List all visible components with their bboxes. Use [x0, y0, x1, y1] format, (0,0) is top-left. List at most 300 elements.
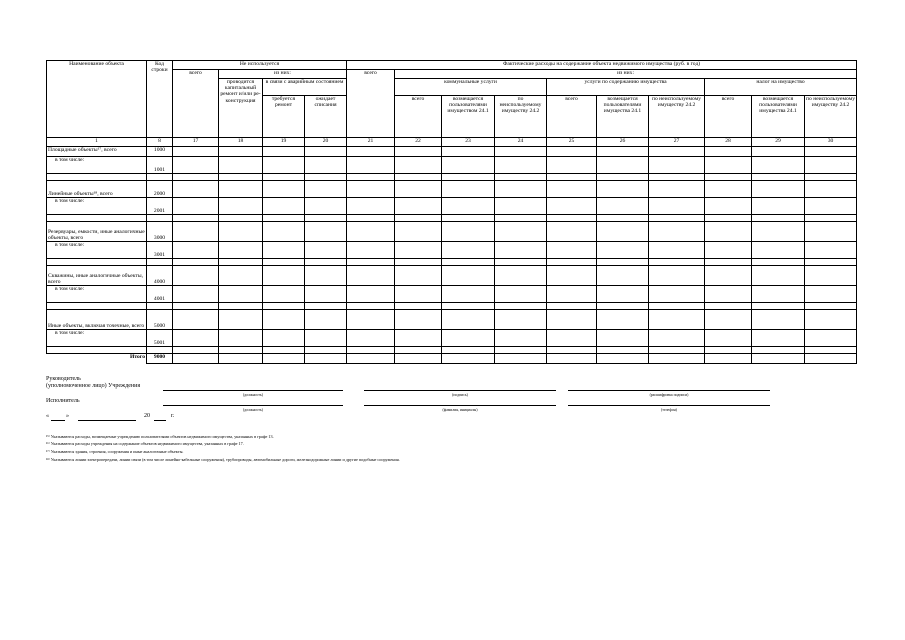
value-cell[interactable]: [495, 259, 547, 266]
value-cell[interactable]: [173, 147, 219, 157]
value-cell[interactable]: [597, 286, 649, 303]
value-cell[interactable]: [495, 347, 547, 354]
head-label-2: (уполномоченное лицо) Учреждения: [46, 383, 141, 389]
executor-position-line[interactable]: [163, 405, 343, 406]
value-cell[interactable]: [495, 242, 547, 259]
value-cell[interactable]: [347, 181, 395, 198]
value-cell[interactable]: [219, 157, 263, 174]
col-capital-repair: проводится капитальный ремонт и/или ре-конструкция: [219, 79, 263, 138]
value-cell[interactable]: [649, 215, 705, 222]
col-expenses-of-which: из них:: [395, 70, 857, 79]
row-code: [147, 174, 173, 181]
value-cell[interactable]: [442, 198, 495, 215]
value-cell[interactable]: [649, 266, 705, 286]
value-cell[interactable]: [495, 215, 547, 222]
value-cell[interactable]: [347, 266, 395, 286]
value-cell[interactable]: [173, 157, 219, 174]
value-cell[interactable]: [347, 303, 395, 310]
value-cell[interactable]: [442, 286, 495, 303]
value-cell[interactable]: [347, 354, 395, 364]
value-cell[interactable]: [263, 181, 305, 198]
value-cell[interactable]: [547, 354, 597, 364]
value-cell[interactable]: [752, 354, 805, 364]
table-row: [47, 303, 857, 310]
value-cell[interactable]: [805, 303, 857, 310]
executor-fio-line[interactable]: [364, 405, 556, 406]
col-number: 18: [219, 138, 263, 147]
value-cell[interactable]: [752, 286, 805, 303]
col-object-name: Наименование объекта: [47, 61, 147, 138]
value-cell[interactable]: [705, 310, 752, 330]
col-code: Код строки: [147, 61, 173, 138]
value-cell[interactable]: [263, 174, 305, 181]
value-cell[interactable]: [805, 181, 857, 198]
col-number: 25: [547, 138, 597, 147]
col-number: 21: [347, 138, 395, 147]
value-cell[interactable]: [597, 147, 649, 157]
row-label: [47, 303, 147, 310]
value-cell[interactable]: [805, 330, 857, 347]
value-cell[interactable]: [395, 198, 442, 215]
value-cell[interactable]: [395, 303, 442, 310]
value-cell[interactable]: [173, 286, 219, 303]
value-cell[interactable]: [805, 347, 857, 354]
value-cell[interactable]: [547, 198, 597, 215]
value-cell[interactable]: [442, 347, 495, 354]
row-label: в том числе:: [47, 330, 147, 347]
value-cell[interactable]: [305, 286, 347, 303]
date-year-line[interactable]: [154, 420, 166, 421]
value-cell[interactable]: [442, 330, 495, 347]
value-cell[interactable]: [597, 354, 649, 364]
value-cell[interactable]: [395, 286, 442, 303]
value-cell[interactable]: [219, 286, 263, 303]
row-code: [147, 303, 173, 310]
value-cell[interactable]: [547, 157, 597, 174]
value-cell[interactable]: [597, 181, 649, 198]
value-cell[interactable]: [305, 310, 347, 330]
row-label: [47, 215, 147, 222]
col-emergency: в связи с аварийным состоянием: [263, 79, 347, 96]
value-cell[interactable]: [395, 266, 442, 286]
value-cell[interactable]: [305, 266, 347, 286]
value-cell[interactable]: [305, 222, 347, 242]
value-cell[interactable]: [347, 286, 395, 303]
value-cell[interactable]: [805, 174, 857, 181]
value-cell[interactable]: [495, 330, 547, 347]
value-cell[interactable]: [547, 303, 597, 310]
value-cell[interactable]: [805, 354, 857, 364]
value-cell[interactable]: [173, 198, 219, 215]
value-cell[interactable]: [219, 174, 263, 181]
value-cell[interactable]: [173, 181, 219, 198]
value-cell[interactable]: [547, 347, 597, 354]
col-number: 8: [147, 138, 173, 147]
value-cell[interactable]: [805, 259, 857, 266]
value-cell[interactable]: [263, 157, 305, 174]
value-cell[interactable]: [649, 242, 705, 259]
head-decoding-line[interactable]: [568, 390, 770, 391]
value-cell[interactable]: [442, 242, 495, 259]
value-cell[interactable]: [442, 174, 495, 181]
value-cell[interactable]: [705, 157, 752, 174]
value-cell[interactable]: [805, 147, 857, 157]
table-row: [47, 174, 857, 181]
value-cell[interactable]: [347, 259, 395, 266]
row-label: Скважины, иные аналогичные объекты, всего: [47, 266, 147, 286]
value-cell[interactable]: [263, 198, 305, 215]
value-cell[interactable]: [805, 242, 857, 259]
table-row: [47, 147, 857, 157]
col-tax-reimbursed: возмещается пользователями имущества 24.1: [752, 96, 805, 138]
value-cell[interactable]: [597, 157, 649, 174]
value-cell[interactable]: [395, 181, 442, 198]
date-day-line[interactable]: [51, 420, 65, 421]
value-cell[interactable]: [395, 147, 442, 157]
value-cell[interactable]: [752, 215, 805, 222]
value-cell[interactable]: [805, 310, 857, 330]
value-cell[interactable]: [219, 222, 263, 242]
value-cell[interactable]: [263, 266, 305, 286]
value-cell[interactable]: [263, 242, 305, 259]
property-expenses-table: [46, 60, 857, 364]
value-cell[interactable]: [547, 174, 597, 181]
value-cell[interactable]: [547, 181, 597, 198]
table-row: [47, 242, 857, 259]
value-cell[interactable]: [805, 286, 857, 303]
value-cell[interactable]: [347, 198, 395, 215]
value-cell[interactable]: [649, 347, 705, 354]
value-cell[interactable]: [752, 310, 805, 330]
value-cell[interactable]: [173, 242, 219, 259]
col-number: 22: [395, 138, 442, 147]
value-cell[interactable]: [649, 303, 705, 310]
value-cell[interactable]: [805, 198, 857, 215]
table-row: [47, 157, 857, 174]
value-cell[interactable]: [219, 181, 263, 198]
value-cell[interactable]: [442, 181, 495, 198]
value-cell[interactable]: [442, 259, 495, 266]
value-cell[interactable]: [395, 157, 442, 174]
value-cell[interactable]: [649, 310, 705, 330]
value-cell[interactable]: [395, 242, 442, 259]
value-cell[interactable]: [805, 215, 857, 222]
value-cell[interactable]: [649, 198, 705, 215]
caption-decoding: (расшифровка подписи): [649, 393, 689, 397]
row-label: в том числе:: [47, 242, 147, 259]
value-cell[interactable]: [263, 347, 305, 354]
row-code: 5001: [147, 330, 173, 347]
date-open-quote: «: [46, 413, 49, 419]
value-cell[interactable]: [649, 181, 705, 198]
value-cell[interactable]: [305, 157, 347, 174]
date-close-quote: »: [66, 413, 69, 419]
value-cell[interactable]: [547, 286, 597, 303]
value-cell[interactable]: [705, 303, 752, 310]
value-cell[interactable]: [752, 259, 805, 266]
value-cell[interactable]: [173, 310, 219, 330]
value-cell[interactable]: [705, 286, 752, 303]
value-cell[interactable]: [597, 310, 649, 330]
value-cell[interactable]: [173, 347, 219, 354]
value-cell[interactable]: [442, 354, 495, 364]
value-cell[interactable]: [752, 266, 805, 286]
row-code: [147, 347, 173, 354]
value-cell[interactable]: [263, 147, 305, 157]
value-cell[interactable]: [495, 310, 547, 330]
col-communal-total: всего: [395, 96, 442, 138]
value-cell[interactable]: [649, 286, 705, 303]
value-cell[interactable]: [495, 157, 547, 174]
value-cell[interactable]: [219, 259, 263, 266]
value-cell[interactable]: [649, 157, 705, 174]
value-cell[interactable]: [649, 174, 705, 181]
value-cell[interactable]: [547, 147, 597, 157]
value-cell[interactable]: [173, 215, 219, 222]
col-number: 29: [752, 138, 805, 147]
row-code: [147, 215, 173, 222]
row-label: Иные объекты, включая точечные, всего: [47, 310, 147, 330]
value-cell[interactable]: [173, 303, 219, 310]
value-cell[interactable]: [263, 330, 305, 347]
value-cell[interactable]: [752, 330, 805, 347]
executor-phone-line[interactable]: [568, 405, 770, 406]
value-cell[interactable]: [705, 198, 752, 215]
col-tax-total: всего: [705, 96, 752, 138]
col-not-used-total: всего: [173, 70, 219, 138]
table-row: [47, 310, 857, 330]
value-cell[interactable]: [395, 174, 442, 181]
value-cell[interactable]: [442, 310, 495, 330]
value-cell[interactable]: [805, 222, 857, 242]
value-cell[interactable]: [805, 266, 857, 286]
value-cell[interactable]: [547, 259, 597, 266]
value-cell[interactable]: [597, 330, 649, 347]
row-label: в том числе:: [47, 198, 147, 215]
value-cell[interactable]: [597, 347, 649, 354]
value-cell[interactable]: [597, 259, 649, 266]
value-cell[interactable]: [705, 215, 752, 222]
column-numbers-row: [47, 138, 857, 147]
value-cell[interactable]: [752, 347, 805, 354]
value-cell[interactable]: [547, 330, 597, 347]
value-cell[interactable]: [649, 259, 705, 266]
value-cell[interactable]: [263, 215, 305, 222]
row-label: [47, 347, 147, 354]
row-code: 1000: [147, 147, 173, 157]
value-cell[interactable]: [347, 174, 395, 181]
value-cell[interactable]: [597, 174, 649, 181]
value-cell[interactable]: [752, 181, 805, 198]
value-cell[interactable]: [752, 157, 805, 174]
table-row: [47, 222, 857, 242]
value-cell[interactable]: [547, 215, 597, 222]
row-code: 4001: [147, 286, 173, 303]
value-cell[interactable]: [705, 354, 752, 364]
value-cell[interactable]: [705, 242, 752, 259]
footnote-16: ¹⁶⁾ Указываются расходы учреждения на содержание объектов недвижимого имущества, указанных в графе 17.: [46, 441, 244, 446]
value-cell[interactable]: [263, 222, 305, 242]
value-cell[interactable]: [495, 174, 547, 181]
value-cell[interactable]: [347, 215, 395, 222]
value-cell[interactable]: [752, 174, 805, 181]
value-cell[interactable]: [173, 222, 219, 242]
value-cell[interactable]: [649, 222, 705, 242]
value-cell[interactable]: [219, 266, 263, 286]
date-year-prefix: 20: [144, 413, 150, 419]
value-cell[interactable]: [752, 303, 805, 310]
total-label: Итого: [47, 354, 147, 364]
value-cell[interactable]: [547, 222, 597, 242]
value-cell[interactable]: [173, 354, 219, 364]
col-tax-not-reimbursed: по неиспользуемому имуществу 24.2: [805, 96, 857, 138]
value-cell[interactable]: [395, 330, 442, 347]
value-cell[interactable]: [597, 198, 649, 215]
value-cell[interactable]: [442, 303, 495, 310]
value-cell[interactable]: [305, 242, 347, 259]
value-cell[interactable]: [173, 266, 219, 286]
value-cell[interactable]: [805, 157, 857, 174]
value-cell[interactable]: [442, 147, 495, 157]
value-cell[interactable]: [305, 303, 347, 310]
value-cell[interactable]: [219, 347, 263, 354]
value-cell[interactable]: [752, 147, 805, 157]
value-cell[interactable]: [705, 174, 752, 181]
value-cell[interactable]: [305, 354, 347, 364]
value-cell[interactable]: [495, 181, 547, 198]
value-cell[interactable]: [597, 215, 649, 222]
value-cell[interactable]: [263, 310, 305, 330]
footnote-17: ¹⁷⁾ Указываются здания, строения, сооружения и иные аналогичные объекты.: [46, 449, 184, 454]
value-cell[interactable]: [442, 157, 495, 174]
value-cell[interactable]: [305, 215, 347, 222]
col-communal: коммунальные услуги: [395, 79, 547, 96]
col-number: 19: [263, 138, 305, 147]
value-cell[interactable]: [495, 354, 547, 364]
value-cell[interactable]: [395, 354, 442, 364]
value-cell[interactable]: [173, 174, 219, 181]
col-actual-expenses: Фактические расходы на содержание объекта недвижимого имущества (руб. в год): [347, 61, 857, 70]
col-not-used: Не используется: [173, 61, 347, 70]
row-code: 1001: [147, 157, 173, 174]
value-cell[interactable]: [705, 181, 752, 198]
value-cell[interactable]: [495, 286, 547, 303]
col-maintenance-not-reimbursed: по неиспользуемому имуществу 24.2: [649, 96, 705, 138]
col-maintenance-total: всего: [547, 96, 597, 138]
date-year-suffix: г.: [171, 413, 175, 419]
row-code: 4000: [147, 266, 173, 286]
value-cell[interactable]: [347, 242, 395, 259]
value-cell[interactable]: [705, 347, 752, 354]
value-cell[interactable]: [495, 266, 547, 286]
value-cell[interactable]: [173, 259, 219, 266]
col-communal-reimbursed: возмещается пользователями имуществом 24.1: [442, 96, 495, 138]
value-cell[interactable]: [442, 215, 495, 222]
col-number: 17: [173, 138, 219, 147]
value-cell[interactable]: [219, 215, 263, 222]
value-cell[interactable]: [219, 147, 263, 157]
executor-label: Исполнитель: [46, 398, 80, 404]
date-month-line[interactable]: [78, 420, 136, 421]
value-cell[interactable]: [705, 222, 752, 242]
value-cell[interactable]: [705, 259, 752, 266]
value-cell[interactable]: [347, 347, 395, 354]
value-cell[interactable]: [263, 303, 305, 310]
col-number: 24: [495, 138, 547, 147]
value-cell[interactable]: [305, 181, 347, 198]
value-cell[interactable]: [305, 347, 347, 354]
value-cell[interactable]: [305, 174, 347, 181]
value-cell[interactable]: [219, 303, 263, 310]
value-cell[interactable]: [752, 242, 805, 259]
value-cell[interactable]: [597, 222, 649, 242]
value-cell[interactable]: [347, 147, 395, 157]
value-cell[interactable]: [705, 266, 752, 286]
value-cell[interactable]: [305, 259, 347, 266]
value-cell[interactable]: [752, 222, 805, 242]
caption-position: (должность): [243, 393, 263, 397]
value-cell[interactable]: [495, 222, 547, 242]
value-cell[interactable]: [219, 330, 263, 347]
value-cell[interactable]: [347, 157, 395, 174]
value-cell[interactable]: [705, 330, 752, 347]
value-cell[interactable]: [263, 354, 305, 364]
value-cell[interactable]: [395, 259, 442, 266]
value-cell[interactable]: [219, 310, 263, 330]
row-label: [47, 259, 147, 266]
value-cell[interactable]: [305, 198, 347, 215]
value-cell[interactable]: [347, 310, 395, 330]
value-cell[interactable]: [347, 222, 395, 242]
value-cell[interactable]: [395, 222, 442, 242]
value-cell[interactable]: [219, 354, 263, 364]
value-cell[interactable]: [547, 266, 597, 286]
value-cell[interactable]: [705, 147, 752, 157]
value-cell[interactable]: [219, 242, 263, 259]
table-row: [47, 330, 857, 347]
value-cell[interactable]: [649, 147, 705, 157]
value-cell[interactable]: [597, 242, 649, 259]
value-cell[interactable]: [597, 303, 649, 310]
value-cell[interactable]: [395, 215, 442, 222]
value-cell[interactable]: [263, 286, 305, 303]
value-cell[interactable]: [442, 222, 495, 242]
value-cell[interactable]: [263, 259, 305, 266]
value-cell[interactable]: [305, 147, 347, 157]
value-cell[interactable]: [495, 147, 547, 157]
value-cell[interactable]: [495, 198, 547, 215]
value-cell[interactable]: [219, 198, 263, 215]
value-cell[interactable]: [597, 266, 649, 286]
value-cell[interactable]: [547, 242, 597, 259]
value-cell[interactable]: [395, 347, 442, 354]
value-cell[interactable]: [173, 330, 219, 347]
value-cell[interactable]: [752, 198, 805, 215]
value-cell[interactable]: [347, 330, 395, 347]
value-cell[interactable]: [547, 310, 597, 330]
value-cell[interactable]: [305, 330, 347, 347]
value-cell[interactable]: [442, 266, 495, 286]
caption-signature: (подпись): [452, 393, 468, 397]
head-position-line[interactable]: [163, 390, 343, 391]
head-signature-line[interactable]: [364, 390, 556, 391]
value-cell[interactable]: [649, 330, 705, 347]
value-cell[interactable]: [495, 303, 547, 310]
value-cell[interactable]: [649, 354, 705, 364]
col-number: 23: [442, 138, 495, 147]
value-cell[interactable]: [395, 310, 442, 330]
footnote-15: ¹⁵⁾ Указываются расходы, возмещаемые учреждению пользователями объектов недвижимого имущества, указанных в графе 13.: [46, 434, 274, 439]
